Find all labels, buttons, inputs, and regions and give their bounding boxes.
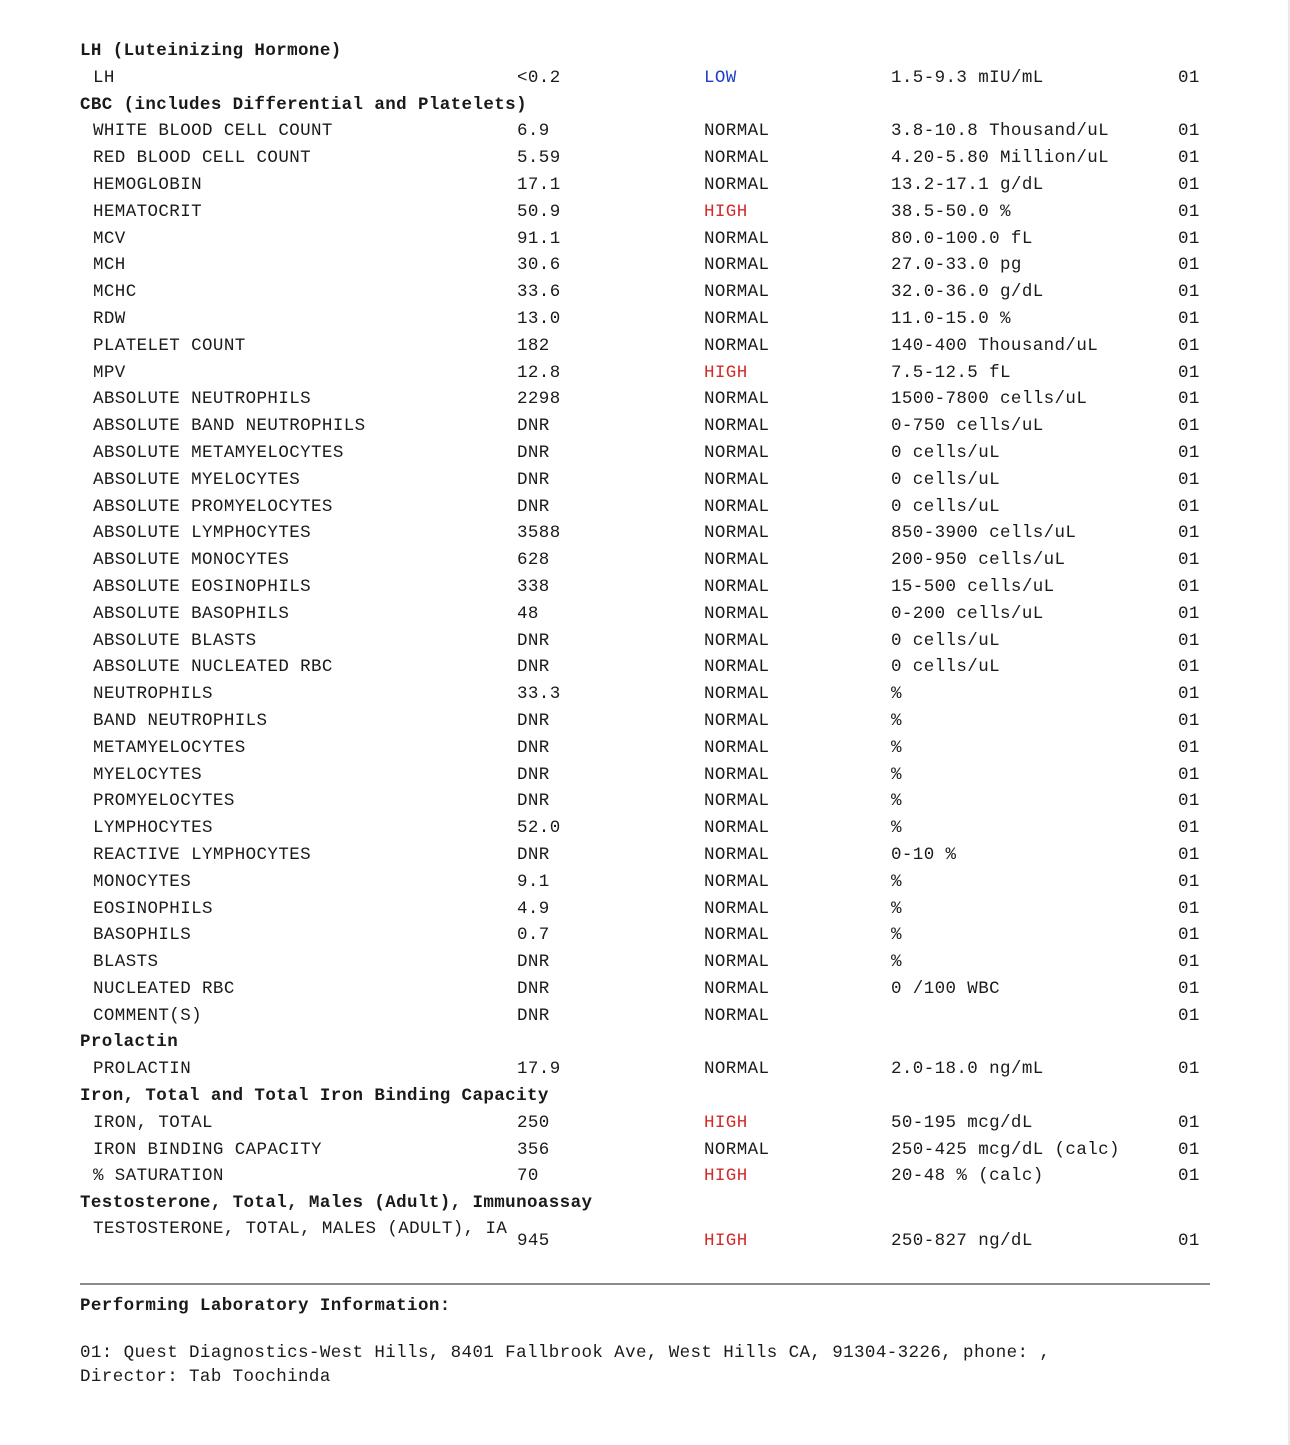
result-value: 33.6 — [517, 282, 561, 303]
result-row — [80, 1163, 1210, 1190]
test-name: ABSOLUTE EOSINOPHILS — [93, 576, 312, 597]
result-value: DNR — [517, 657, 550, 678]
result-row — [80, 467, 1210, 494]
result-value: 250 — [517, 1112, 550, 1133]
result-value: DNR — [517, 469, 550, 490]
section-title: Prolactin — [80, 1032, 179, 1053]
lab-code: 01 — [1178, 201, 1200, 222]
test-name: METAMYELOCYTES — [93, 737, 246, 758]
result-flag: HIGH — [704, 201, 748, 222]
lab-code: 01 — [1178, 1166, 1200, 1187]
lab-code: 01 — [1178, 523, 1200, 544]
test-name: ABSOLUTE PROMYELOCYTES — [93, 496, 333, 517]
result-value: 91.1 — [517, 228, 561, 249]
result-flag: NORMAL — [704, 282, 770, 303]
result-value: 9.1 — [517, 871, 550, 892]
lab-code: 01 — [1178, 925, 1200, 946]
lab-code: 01 — [1178, 684, 1200, 705]
test-name: MCH — [93, 255, 126, 276]
result-flag: NORMAL — [704, 1139, 770, 1160]
test-name: LYMPHOCYTES — [93, 818, 213, 839]
result-flag: NORMAL — [704, 389, 770, 410]
lab-code: 01 — [1178, 818, 1200, 839]
result-row — [80, 199, 1210, 226]
test-name: ABSOLUTE LYMPHOCYTES — [93, 523, 312, 544]
result-value: <0.2 — [517, 67, 561, 88]
result-row — [80, 145, 1210, 172]
result-value: DNR — [517, 737, 550, 758]
test-name: WHITE BLOOD CELL COUNT — [93, 121, 333, 142]
reference-range: % — [891, 710, 902, 731]
lab-code: 01 — [1178, 1139, 1200, 1160]
lab-code: 01 — [1178, 469, 1200, 490]
result-row — [80, 1056, 1210, 1083]
result-flag: NORMAL — [704, 684, 770, 705]
test-name: MCV — [93, 228, 126, 249]
reference-range: % — [891, 871, 902, 892]
result-flag: NORMAL — [704, 818, 770, 839]
reference-range: 250-827 ng/dL — [891, 1231, 1033, 1252]
lab-code: 01 — [1178, 737, 1200, 758]
lab-code: 01 — [1178, 710, 1200, 731]
test-name: ABSOLUTE NEUTROPHILS — [93, 389, 312, 410]
lab-code: 01 — [1178, 174, 1200, 195]
result-row — [80, 869, 1210, 896]
result-value: 12.8 — [517, 362, 561, 383]
test-name: HEMATOCRIT — [93, 201, 203, 222]
result-flag: NORMAL — [704, 174, 770, 195]
result-value: 945 — [517, 1231, 550, 1252]
result-flag: NORMAL — [704, 255, 770, 276]
result-flag: NORMAL — [704, 523, 770, 544]
result-value: 3588 — [517, 523, 561, 544]
result-row — [80, 574, 1210, 601]
result-row — [80, 520, 1210, 547]
test-name: ABSOLUTE BASOPHILS — [93, 603, 290, 624]
section-title: LH (Luteinizing Hormone) — [80, 41, 342, 61]
lab-code: 01 — [1178, 576, 1200, 597]
result-row — [80, 735, 1210, 762]
lab-code: 01 — [1178, 1059, 1200, 1080]
test-name: ABSOLUTE NUCLEATED RBC — [93, 657, 333, 678]
result-value: 182 — [517, 335, 550, 356]
reference-range: % — [891, 818, 902, 839]
reference-range: % — [891, 764, 902, 785]
result-row — [80, 842, 1210, 869]
result-flag: NORMAL — [704, 228, 770, 249]
result-flag: NORMAL — [704, 871, 770, 892]
result-flag: NORMAL — [704, 1005, 770, 1026]
result-value: DNR — [517, 496, 550, 517]
result-value: 338 — [517, 576, 550, 597]
result-value: 5.59 — [517, 148, 561, 169]
result-flag: HIGH — [704, 1166, 748, 1187]
test-name: BLASTS — [93, 952, 159, 973]
result-flag: HIGH — [704, 1112, 748, 1133]
result-flag: NORMAL — [704, 1059, 770, 1080]
result-row — [80, 333, 1210, 360]
result-value: DNR — [517, 630, 550, 651]
result-row — [80, 172, 1210, 199]
test-name: ABSOLUTE BAND NEUTROPHILS — [93, 416, 366, 437]
reference-range: 50-195 mcg/dL — [891, 1112, 1033, 1133]
result-row — [80, 226, 1210, 253]
reference-range: 27.0-33.0 pg — [891, 255, 1022, 276]
lab-results-table — [80, 38, 1210, 1267]
test-name: ABSOLUTE METAMYELOCYTES — [93, 442, 344, 463]
result-flag: NORMAL — [704, 416, 770, 437]
reference-range: 0 /100 WBC — [891, 978, 1001, 999]
result-flag: NORMAL — [704, 737, 770, 758]
test-name: REACTIVE LYMPHOCYTES — [93, 844, 312, 865]
test-name: TESTOSTERONE, TOTAL, MALES (ADULT), IA — [93, 1219, 508, 1240]
reference-range: 0-750 cells/uL — [891, 416, 1044, 437]
result-row — [80, 681, 1210, 708]
reference-range: 0-200 cells/uL — [891, 603, 1044, 624]
test-name: LH — [93, 67, 115, 88]
lab-code: 01 — [1178, 67, 1200, 88]
reference-range: 200-950 cells/uL — [891, 550, 1066, 571]
reference-range: 38.5-50.0 % — [891, 201, 1011, 222]
result-value: DNR — [517, 1005, 550, 1026]
lab-code: 01 — [1178, 255, 1200, 276]
result-value: DNR — [517, 710, 550, 731]
test-name: BASOPHILS — [93, 925, 192, 946]
result-flag: NORMAL — [704, 952, 770, 973]
test-name: PROLACTIN — [93, 1059, 192, 1080]
lab-code: 01 — [1178, 1005, 1200, 1026]
result-value: 33.3 — [517, 684, 561, 705]
result-row — [80, 601, 1210, 628]
reference-range: 0 cells/uL — [891, 657, 1001, 678]
result-row — [80, 1003, 1210, 1030]
section-title: Iron, Total and Total Iron Binding Capacity — [80, 1086, 549, 1107]
reference-range: 11.0-15.0 % — [891, 308, 1011, 329]
result-value: 13.0 — [517, 308, 561, 329]
lab-code: 01 — [1178, 952, 1200, 973]
result-row — [80, 118, 1210, 145]
reference-range: 0 cells/uL — [891, 630, 1001, 651]
lab-code: 01 — [1178, 416, 1200, 437]
reference-range: 7.5-12.5 fL — [891, 362, 1011, 383]
result-flag: NORMAL — [704, 844, 770, 865]
reference-range: % — [891, 925, 902, 946]
result-value: 50.9 — [517, 201, 561, 222]
lab-code: 01 — [1178, 898, 1200, 919]
result-flag: NORMAL — [704, 898, 770, 919]
reference-range: 0-10 % — [891, 844, 957, 865]
lab-code: 01 — [1178, 1231, 1200, 1252]
result-flag: NORMAL — [704, 978, 770, 999]
reference-range: 0 cells/uL — [891, 496, 1001, 517]
result-flag: HIGH — [704, 362, 748, 383]
lab-code: 01 — [1178, 764, 1200, 785]
reference-range: % — [891, 737, 902, 758]
test-name: IRON, TOTAL — [93, 1112, 213, 1133]
lab-code: 01 — [1178, 282, 1200, 303]
result-value: 52.0 — [517, 818, 561, 839]
result-value: 356 — [517, 1139, 550, 1160]
result-value: 4.9 — [517, 898, 550, 919]
result-value: 17.9 — [517, 1059, 561, 1080]
reference-range: 850-3900 cells/uL — [891, 523, 1077, 544]
test-name: HEMOGLOBIN — [93, 174, 203, 195]
reference-range: 1.5-9.3 mIU/mL — [891, 67, 1044, 88]
result-flag: NORMAL — [704, 764, 770, 785]
result-flag: NORMAL — [704, 603, 770, 624]
result-row — [80, 279, 1210, 306]
result-row — [80, 708, 1210, 735]
section-title: CBC (includes Differential and Platelets) — [80, 94, 527, 115]
reference-range: 0 cells/uL — [891, 469, 1001, 490]
result-value: 17.1 — [517, 174, 561, 195]
reference-range: 0 cells/uL — [891, 442, 1001, 463]
reference-range: 20-48 % (calc) — [891, 1166, 1044, 1187]
test-name: MCHC — [93, 282, 137, 303]
result-flag: NORMAL — [704, 791, 770, 812]
reference-range: % — [891, 791, 902, 812]
result-row — [80, 654, 1210, 681]
test-name: PLATELET COUNT — [93, 335, 246, 356]
result-row — [80, 306, 1210, 333]
result-row — [80, 440, 1210, 467]
lab-code: 01 — [1178, 496, 1200, 517]
lab-code: 01 — [1178, 1112, 1200, 1133]
result-value: DNR — [517, 442, 550, 463]
result-row — [80, 949, 1210, 976]
result-flag: NORMAL — [704, 550, 770, 571]
reference-range: % — [891, 898, 902, 919]
result-row — [80, 494, 1210, 521]
lab-code: 01 — [1178, 121, 1200, 142]
result-value: 70 — [517, 1166, 539, 1187]
result-value: 0.7 — [517, 925, 550, 946]
result-row — [80, 252, 1210, 279]
result-flag: NORMAL — [704, 308, 770, 329]
test-name: ABSOLUTE BLASTS — [93, 630, 257, 651]
reference-range: 140-400 Thousand/uL — [891, 335, 1099, 356]
test-name: NUCLEATED RBC — [93, 978, 235, 999]
reference-range: % — [891, 952, 902, 973]
lab-code: 01 — [1178, 844, 1200, 865]
lab-code: 01 — [1178, 550, 1200, 571]
test-name: RED BLOOD CELL COUNT — [93, 148, 312, 169]
reference-range: 2.0-18.0 ng/mL — [891, 1059, 1044, 1080]
test-name: ABSOLUTE MONOCYTES — [93, 550, 290, 571]
lab-code: 01 — [1178, 603, 1200, 624]
performing-lab-details: 01: Quest Diagnostics-West Hills, 8401 Fallbrook Ave, West Hills CA, 91304-3226, phone: , Director: Tab Toochinda — [80, 1343, 1051, 1387]
reference-range: 1500-7800 cells/uL — [891, 389, 1088, 410]
result-value: DNR — [517, 952, 550, 973]
test-name: BAND NEUTROPHILS — [93, 710, 268, 731]
reference-range: % — [891, 684, 902, 705]
test-name: COMMENT(S) — [93, 1005, 203, 1026]
lab-code: 01 — [1178, 228, 1200, 249]
reference-range: 13.2-17.1 g/dL — [891, 174, 1044, 195]
result-flag: NORMAL — [704, 925, 770, 946]
lab-code: 01 — [1178, 791, 1200, 812]
result-row — [80, 922, 1210, 949]
performing-lab-block — [80, 1277, 1210, 1389]
lab-code: 01 — [1178, 362, 1200, 383]
result-value: DNR — [517, 978, 550, 999]
result-row — [80, 547, 1210, 574]
result-row — [80, 65, 1210, 92]
test-name: ABSOLUTE MYELOCYTES — [93, 469, 301, 490]
result-row — [80, 360, 1210, 387]
result-value: 6.9 — [517, 121, 550, 142]
result-flag: NORMAL — [704, 469, 770, 490]
result-flag: LOW — [704, 67, 737, 88]
result-flag: NORMAL — [704, 442, 770, 463]
lab-code: 01 — [1178, 871, 1200, 892]
lab-code: 01 — [1178, 148, 1200, 169]
performing-lab-title: Performing Laboratory Information: — [80, 1296, 451, 1316]
result-flag: NORMAL — [704, 496, 770, 517]
result-flag: NORMAL — [704, 710, 770, 731]
footer-divider — [80, 1283, 1210, 1285]
result-flag: NORMAL — [704, 576, 770, 597]
test-name: IRON BINDING CAPACITY — [93, 1139, 322, 1160]
test-name: MONOCYTES — [93, 871, 192, 892]
lab-code: 01 — [1178, 389, 1200, 410]
result-row — [80, 815, 1210, 842]
result-row — [80, 1217, 1210, 1267]
test-name: % SATURATION — [93, 1166, 224, 1187]
result-flag: HIGH — [704, 1231, 748, 1252]
result-value: 628 — [517, 550, 550, 571]
test-name: EOSINOPHILS — [93, 898, 213, 919]
result-value: DNR — [517, 844, 550, 865]
result-value: DNR — [517, 791, 550, 812]
section-title: Testosterone, Total, Males (Adult), Immunoassay — [80, 1193, 593, 1214]
reference-range: 4.20-5.80 Million/uL — [891, 148, 1110, 169]
result-row — [80, 896, 1210, 923]
result-row — [80, 762, 1210, 789]
reference-range: 250-425 mcg/dL (calc) — [891, 1139, 1120, 1160]
test-name: PROMYELOCYTES — [93, 791, 235, 812]
test-name: MPV — [93, 362, 126, 383]
reference-range: 3.8-10.8 Thousand/uL — [891, 121, 1110, 142]
result-value: DNR — [517, 416, 550, 437]
lab-code: 01 — [1178, 442, 1200, 463]
result-row — [80, 628, 1210, 655]
test-name: NEUTROPHILS — [93, 684, 213, 705]
lab-code: 01 — [1178, 978, 1200, 999]
result-row — [80, 413, 1210, 440]
result-value: 2298 — [517, 389, 561, 410]
result-flag: NORMAL — [704, 335, 770, 356]
result-row — [80, 976, 1210, 1003]
result-flag: NORMAL — [704, 121, 770, 142]
result-row — [80, 1137, 1210, 1164]
result-value: DNR — [517, 764, 550, 785]
result-row — [80, 1110, 1210, 1137]
result-flag: NORMAL — [704, 630, 770, 651]
result-value: 48 — [517, 603, 539, 624]
result-flag: NORMAL — [704, 148, 770, 169]
lab-code: 01 — [1178, 308, 1200, 329]
test-name: RDW — [93, 308, 126, 329]
reference-range: 32.0-36.0 g/dL — [891, 282, 1044, 303]
result-value: 30.6 — [517, 255, 561, 276]
test-name: MYELOCYTES — [93, 764, 203, 785]
reference-range: 15-500 cells/uL — [891, 576, 1055, 597]
reference-range: 80.0-100.0 fL — [891, 228, 1033, 249]
lab-code: 01 — [1178, 657, 1200, 678]
result-row — [80, 386, 1210, 413]
lab-code: 01 — [1178, 630, 1200, 651]
lab-code: 01 — [1178, 335, 1200, 356]
result-flag: NORMAL — [704, 657, 770, 678]
result-row — [80, 788, 1210, 815]
